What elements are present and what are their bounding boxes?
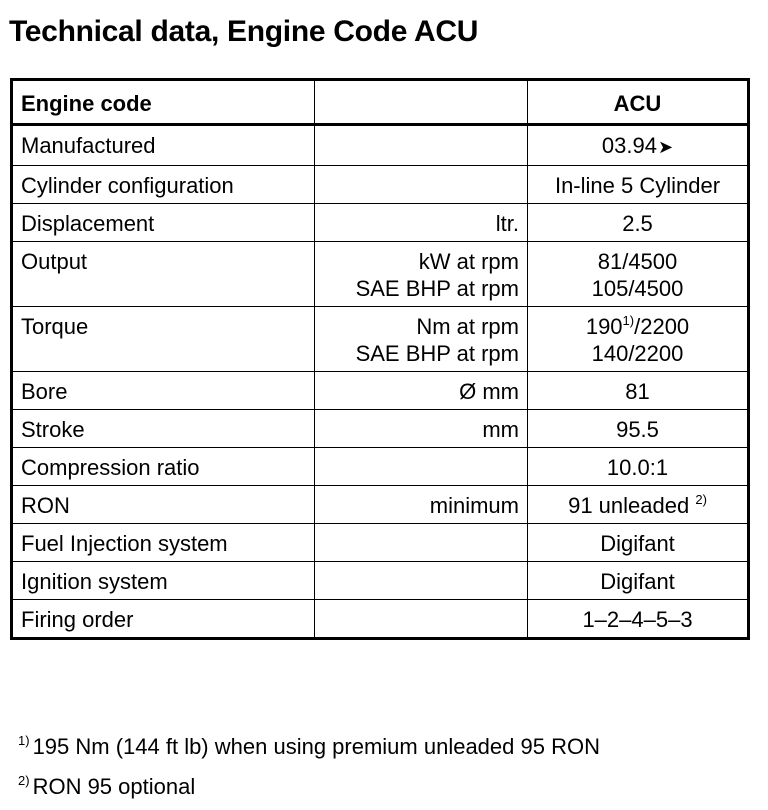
table-row-torque <box>12 307 749 372</box>
footnote-text: 195 Nm (144 ft lb) when using premium unleaded 95 RON <box>32 734 600 759</box>
page-title: Technical data, Engine Code ACU <box>9 15 479 48</box>
row-value <box>528 125 749 166</box>
table-row-cylinder-configuration <box>12 166 749 204</box>
row-value: 2.5 <box>528 204 749 242</box>
row-unit <box>315 307 528 372</box>
footnotes <box>18 727 600 807</box>
row-value <box>528 242 749 307</box>
technical-data-table <box>10 78 750 640</box>
unit-line: kW at rpm <box>418 249 519 274</box>
row-value: 1–2–4–5–3 <box>528 600 749 639</box>
footnote-mark: 2) <box>18 773 30 788</box>
value-part: /2200 <box>634 314 690 339</box>
row-unit <box>315 125 528 166</box>
table-row-firing-order <box>12 600 749 639</box>
table-row-ron <box>12 486 749 524</box>
row-unit <box>315 242 528 307</box>
row-value <box>528 486 749 524</box>
footnote-mark: 1) <box>18 733 30 748</box>
row-label: Ignition system <box>12 562 315 600</box>
footnote-2 <box>18 767 600 807</box>
row-label: Displacement <box>12 204 315 242</box>
row-unit <box>315 448 528 486</box>
table-row-displacement <box>12 204 749 242</box>
row-label: Manufactured <box>12 125 315 166</box>
value-line: 81/4500 <box>597 249 678 274</box>
row-label: Torque <box>12 307 315 372</box>
row-label: Bore <box>12 372 315 410</box>
row-value: 10.0:1 <box>528 448 749 486</box>
table-row-ignition-system <box>12 562 749 600</box>
row-value: 95.5 <box>528 410 749 448</box>
table-row-bore <box>12 372 749 410</box>
row-label: Fuel Injection system <box>12 524 315 562</box>
table-row-output <box>12 242 749 307</box>
row-unit: ltr. <box>315 204 528 242</box>
footnote-ref: 1) <box>622 313 635 328</box>
row-value: 81 <box>528 372 749 410</box>
unit-line: SAE BHP at rpm <box>355 341 519 366</box>
row-value: In-line 5 Cylinder <box>528 166 749 204</box>
footnote-1 <box>18 727 600 767</box>
row-label: Compression ratio <box>12 448 315 486</box>
value-part: 190 <box>585 314 623 339</box>
row-unit: Ø mm <box>315 372 528 410</box>
row-unit: mm <box>315 410 528 448</box>
table-row-stroke <box>12 410 749 448</box>
footnote-text: RON 95 optional <box>32 774 196 799</box>
value-text: 03.94 <box>601 133 657 158</box>
row-unit <box>315 562 528 600</box>
table-header-row <box>12 80 749 125</box>
row-unit <box>315 524 528 562</box>
unit-line: SAE BHP at rpm <box>355 276 519 301</box>
unit-line: Nm at rpm <box>416 314 519 339</box>
row-value <box>528 307 749 372</box>
row-unit <box>315 166 528 204</box>
row-label: Stroke <box>12 410 315 448</box>
value-line <box>536 313 739 340</box>
row-value: Digifant <box>528 562 749 600</box>
row-label: Cylinder configuration <box>12 166 315 204</box>
value-text: 91 unleaded <box>568 493 690 518</box>
row-unit <box>315 600 528 639</box>
table-row-fuel-injection-system <box>12 524 749 562</box>
value-line: 140/2200 <box>591 341 684 366</box>
header-unit <box>315 80 528 125</box>
table-row-manufactured <box>12 125 749 166</box>
row-label: Firing order <box>12 600 315 639</box>
header-value: ACU <box>528 80 749 125</box>
table-row-compression-ratio <box>12 448 749 486</box>
footnote-ref: 2) <box>695 492 707 507</box>
value-line: 105/4500 <box>591 276 684 301</box>
row-label: RON <box>12 486 315 524</box>
arrow-right-icon: ➤ <box>657 137 674 157</box>
row-value: Digifant <box>528 524 749 562</box>
row-label: Output <box>12 242 315 307</box>
header-label: Engine code <box>12 80 315 125</box>
row-unit: minimum <box>315 486 528 524</box>
